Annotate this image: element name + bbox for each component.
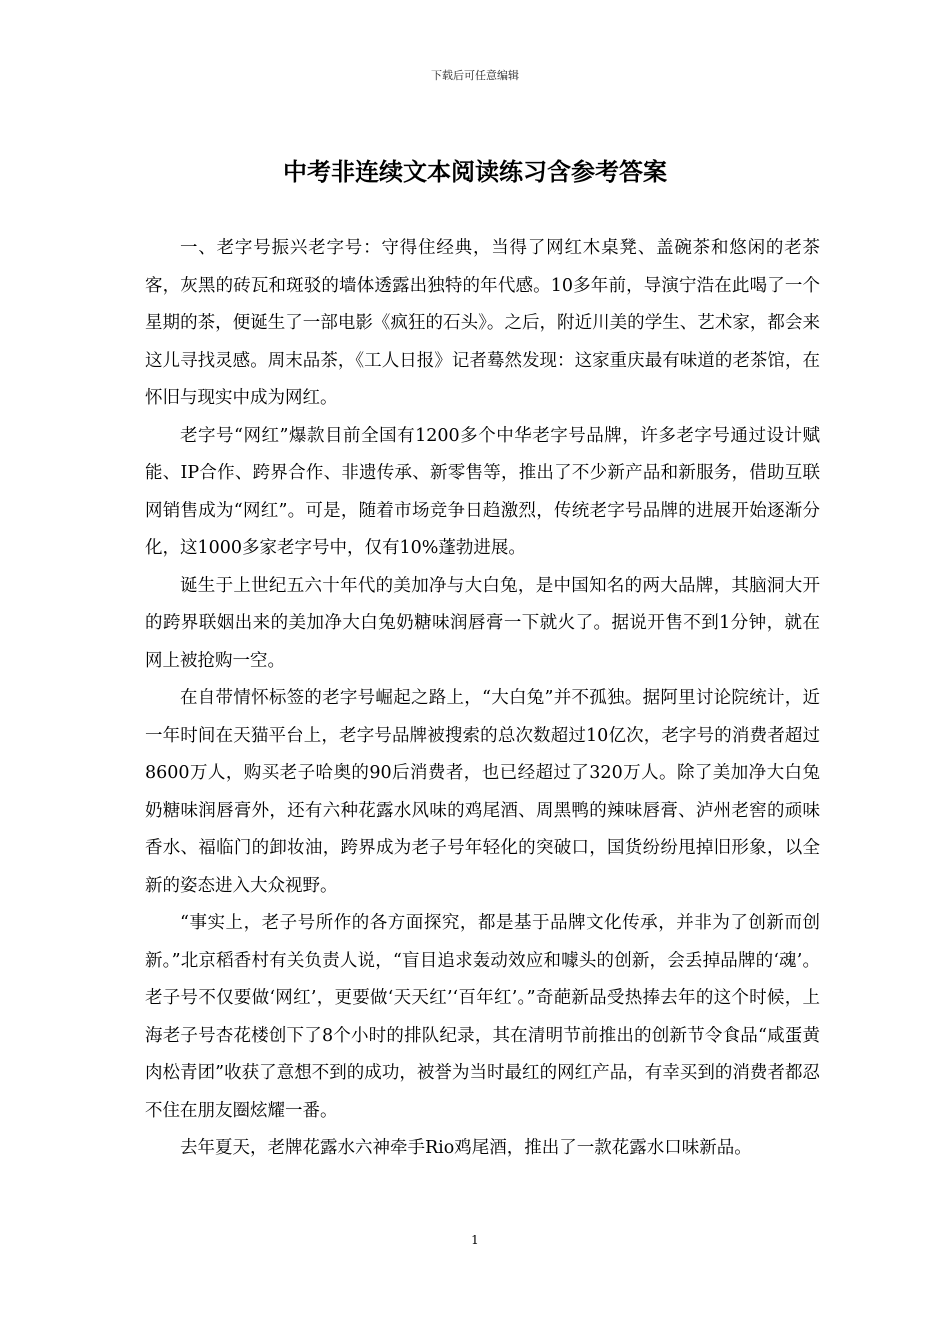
- paragraph-6: 去年夏天，老牌花露水六神牵手Rio鸡尾酒，推出了一款花露水口味新品。: [180, 1138, 752, 1158]
- paragraph-3: 诞生于上世纪五六十年代的美加净与大白兔，是中国知名的两大品牌，其脑洞大开的跨界联姻出来的美加净大白兔奶糖味润唇膏一下就火了。据说开售不到1分钟，就在网上被抢购一空。: [145, 575, 820, 671]
- paragraph-4: 在自带情怀标签的老字号崛起之路上，“大白兔”并不孤独。据阿里讨论院统计，近一年时间在天猫平台上，老字号品牌被搜索的总次数超过10亿次，老字号的消费者超过8600万人，购买老子哈奥的90后消费者，也已经超过了320万人。除了美加净大白兔奶糖味润唇膏外，还有六种花露水风味的鸡尾酒、周黑鸭的辣味唇膏、泸州老窖的顽味香水、福临门的卸妆油，跨界成为老子号年轻化的突破口，国货纷纷甩掉旧形象，以全新的姿态进入大众视野。: [145, 688, 820, 896]
- page-header-note: 下载后可任意编辑: [431, 69, 519, 82]
- paragraph-5: “事实上，老子号所作的各方面探究，都是基于品牌文化传承，并非为了创新而创新。”北京稻香村有关负责人说，“盲目追求轰动效应和噱头的创新，会丢掉品牌的‘魂’。老子号不仅要做‘网红’，更要做‘天天红’‘百年红’。”奇葩新品受热捧去年的这个时候，上海老子号杏花楼创下了8个小时的排队纪录，其在清明节前推出的创新节令食品“咸蛋黄肉松青团”收获了意想不到的成功，被誉为当时最红的网红产品，有幸买到的消费者都忍不住在朋友圈炫耀一番。: [145, 913, 820, 1121]
- page-number: 1: [471, 1233, 479, 1247]
- document-title: 中考非连续文本阅读练习含参考答案: [283, 157, 667, 186]
- paragraph-2: 老字号“网红”爆款目前全国有1200多个中华老字号品牌，许多老字号通过设计赋能、IP合作、跨界合作、非遗传承、新零售等，推出了不少新产品和新服务，借助互联网销售成为“网红”。可是，随着市场竞争日趋激烈，传统老字号品牌的进展开始逐渐分化，这1000多家老字号中，仅有10%蓬勃进展。: [145, 425, 820, 558]
- paragraph-1: 一、老字号振兴老字号：守得住经典，当得了网红木桌凳、盖碗茶和悠闲的老茶客，灰黑的砖瓦和斑驳的墙体透露出独特的年代感。10多年前，导演宁浩在此喝了一个星期的茶，便诞生了一部电影《疯狂的石头》。之后，附近川美的学生、艺术家，都会来这儿寻找灵感。周末品茶，《工人日报》记者蓦然发现：这家重庆最有味道的老茶馆，在怀旧与现实中成为网红。: [145, 238, 820, 408]
- document-body: [145, 230, 820, 1168]
